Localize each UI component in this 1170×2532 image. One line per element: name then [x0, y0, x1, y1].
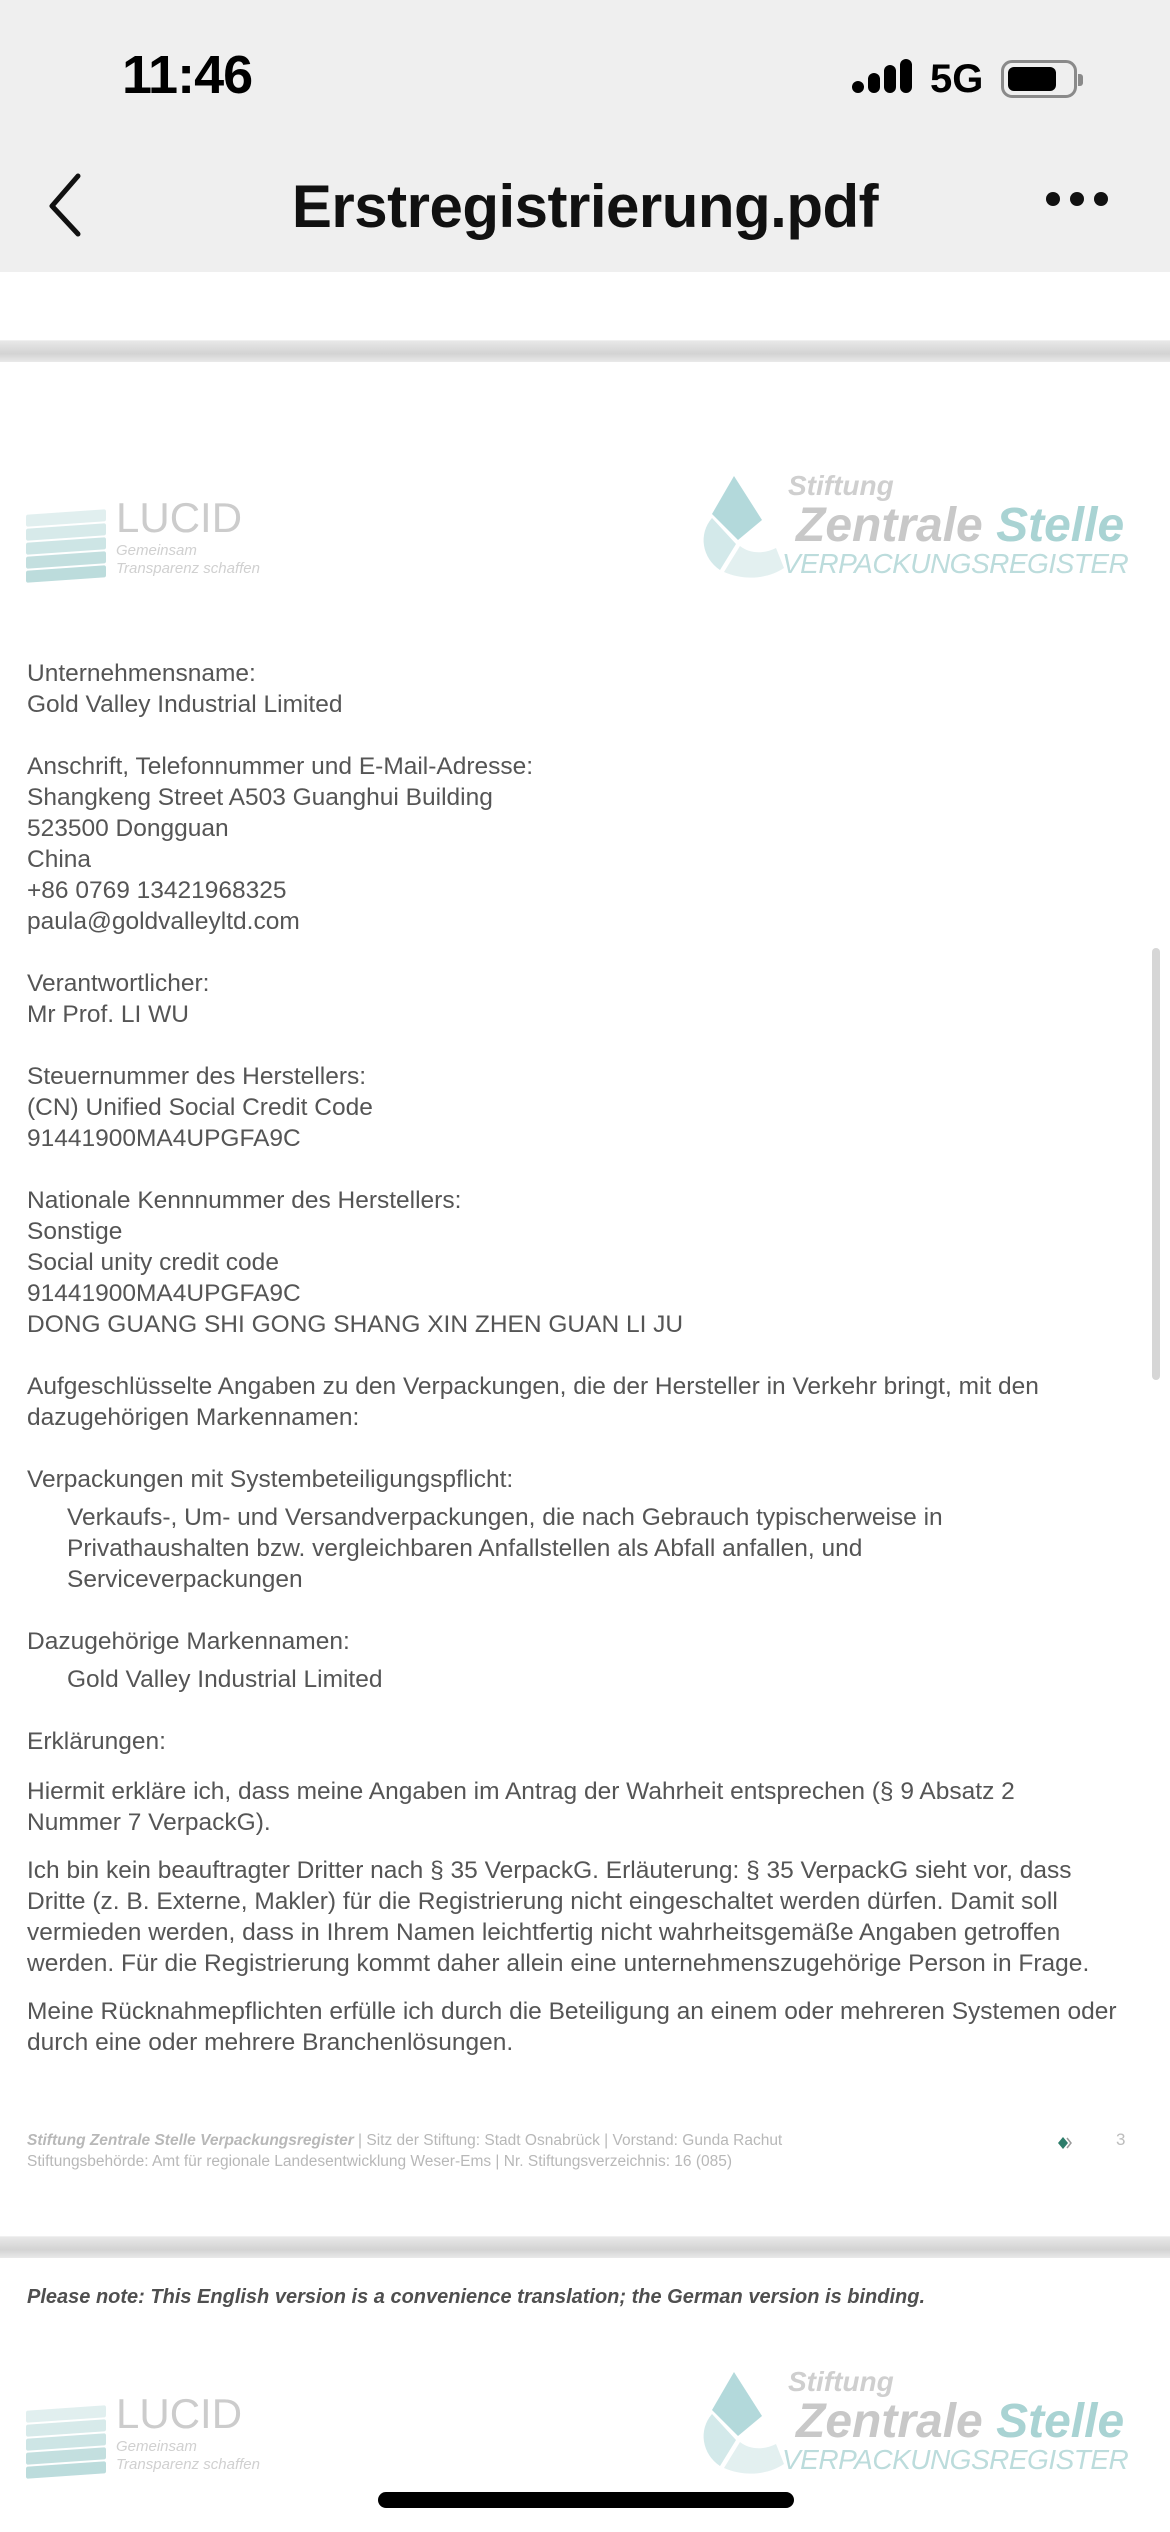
page-separator	[0, 340, 1170, 362]
zsv-stelle: Stelle	[996, 499, 1125, 552]
zsv-stelle: Stelle	[996, 2395, 1125, 2448]
lucid-tagline-2: Transparenz schaffen	[116, 560, 260, 577]
signal-bars-icon	[852, 59, 914, 99]
zsv-stiftung: Stiftung	[788, 470, 894, 501]
lucid-mark-icon	[26, 2408, 106, 2478]
company-block	[27, 658, 1137, 720]
scrollbar[interactable]	[1152, 948, 1160, 1380]
company-label: Unternehmensname:	[27, 660, 256, 687]
declarations-label: Erklärungen:	[27, 1728, 166, 1755]
brands-block	[27, 1626, 1137, 1695]
company-value: Gold Valley Industrial Limited	[27, 691, 343, 718]
declaration-paragraph: Meine Rücknahmepflichten erfülle ich durch die Beteiligung an einem oder mehreren Systemen oder durch eine oder mehrere Branchenlösungen.	[27, 1998, 1117, 2056]
system-packaging-label: Verpackungen mit Systembeteiligungspflicht:	[27, 1466, 514, 1493]
address-label: Anschrift, Telefonnummer und E-Mail-Adresse:	[27, 753, 534, 780]
declaration-paragraph: Hiermit erkläre ich, dass meine Angaben im Antrag der Wahrheit entsprechen (§ 9 Absatz 2 Nummer 7 VerpackG).	[27, 1778, 1015, 1836]
email-address: paula@goldvalleyltd.com	[27, 908, 300, 935]
phone-number: +86 0769 13421968325	[27, 877, 287, 904]
status-time: 11:46	[122, 45, 253, 105]
zsv-zentrale: Zentrale	[796, 2395, 983, 2448]
page-separator	[0, 2236, 1170, 2258]
status-icons	[852, 56, 1077, 102]
brands-value: Gold Valley Industrial Limited	[67, 1666, 383, 1693]
zsv-logo	[698, 2366, 1128, 2486]
tax-number-block	[27, 1061, 1137, 1154]
national-id-block	[27, 1185, 1137, 1340]
footer-line-2: Stiftungsbehörde: Amt für regionale Landesentwicklung Weser-Ems | Nr. Stiftungsverzeichnis: 16 (085)	[27, 2153, 733, 2170]
national-id-line: Social unity credit code	[27, 1249, 279, 1276]
national-id-line: Sonstige	[27, 1218, 123, 1245]
page-number: 3	[1116, 2130, 1126, 2149]
zsv-zentrale: Zentrale	[796, 499, 983, 552]
more-dot	[1094, 192, 1108, 206]
national-id-label: Nationale Kennnummer des Herstellers:	[27, 1187, 462, 1214]
battery-icon	[1001, 60, 1077, 98]
national-id-line: DONG GUANG SHI GONG SHANG XIN ZHEN GUAN LI JU	[27, 1311, 684, 1338]
zsv-zentrale-stelle	[796, 2394, 1124, 2449]
footer-logo-icon	[1058, 2136, 1072, 2150]
network-type: 5G	[930, 56, 984, 101]
lucid-name: LUCID	[116, 2390, 243, 2437]
national-id-line: 91441900MA4UPGFA9C	[27, 1280, 301, 1307]
tax-number-label: Steuernummer des Herstellers:	[27, 1063, 367, 1090]
tax-number-line: (CN) Unified Social Credit Code	[27, 1094, 373, 1121]
footer-org: Stiftung Zentrale Stelle Verpackungsregister	[27, 2132, 354, 2149]
system-packaging-block	[27, 1464, 1137, 1595]
document-title: Erstregistrierung.pdf	[291, 173, 879, 240]
more-horizontal-icon	[1046, 192, 1060, 206]
brands-label: Dazugehörige Markennamen:	[27, 1628, 350, 1655]
page-footer	[27, 2130, 1127, 2172]
document-body	[27, 658, 1137, 2075]
address-line: Shangkeng Street A503 Guanghui Building	[27, 784, 493, 811]
zsv-register: VERPACKUNGSREGISTER	[782, 548, 1129, 579]
responsible-block	[27, 968, 1137, 1030]
zsv-zentrale-stelle	[796, 498, 1124, 553]
system-packaging-value: Verkaufs-, Um- und Versandverpackungen, die nach Gebrauch typischerweise in Privathaushalten bzw. vergleichbaren Anfallstellen als Abfall anfallen, und Serviceverpackungen	[67, 1504, 943, 1593]
lucid-tagline-1: Gemeinsam	[116, 542, 197, 559]
responsible-label: Verantwortlicher:	[27, 970, 210, 997]
lucid-mark-icon	[26, 512, 106, 582]
address-block	[27, 751, 1137, 937]
zsv-stiftung: Stiftung	[788, 2366, 894, 2397]
responsible-value: Mr Prof. LI WU	[27, 1001, 189, 1028]
zsv-register: VERPACKUNGSREGISTER	[782, 2444, 1129, 2475]
lucid-tagline-2: Transparenz schaffen	[116, 2456, 260, 2473]
more-dot	[1070, 192, 1084, 206]
packaging-intro: Aufgeschlüsselte Angaben zu den Verpackungen, die der Hersteller in Verkehr bringt, mit den dazugehörigen Markennamen:	[27, 1373, 1039, 1431]
footer-line-1	[27, 2130, 1127, 2151]
lucid-tagline-1: Gemeinsam	[116, 2438, 197, 2455]
lucid-logo	[26, 494, 296, 584]
zsv-logo	[698, 470, 1128, 590]
lucid-logo	[26, 2390, 296, 2480]
lucid-name: LUCID	[116, 494, 243, 541]
home-indicator[interactable]	[378, 2492, 794, 2508]
address-line: 523500 Dongguan	[27, 815, 229, 842]
address-line: China	[27, 846, 92, 873]
top-bar	[0, 0, 1170, 272]
more-options-button[interactable]	[1046, 192, 1116, 206]
declaration-paragraph: Ich bin kein beauftragter Dritter nach § 35 VerpackG. Erläuterung: § 35 VerpackG sieht vor, dass Dritte (z. B. Externe, Makler) für die Registrierung nicht eingeschaltet werden dürfen. Damit soll vermieden werden, dass in Ihrem Namen leichtfertig nicht wahrheitsgemäße Angaben getroffen werden. Für die Registrierung kommt daher allein eine unternehmenszugehörige Person in Frage.	[27, 1857, 1090, 1977]
translation-note: Please note: This English version is a convenience translation; the German version is binding.	[27, 2286, 926, 2308]
tax-number-line: 91441900MA4UPGFA9C	[27, 1125, 301, 1152]
footer-line-1-rest: | Sitz der Stiftung: Stadt Osnabrück | Vorstand: Gunda Rachut	[353, 2132, 783, 2149]
